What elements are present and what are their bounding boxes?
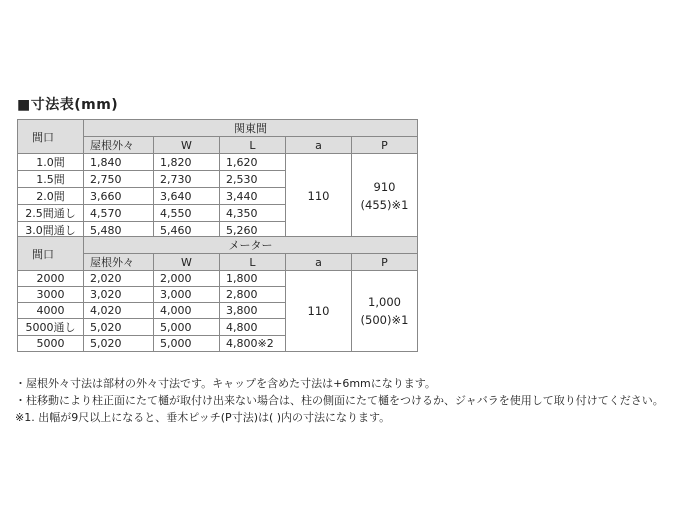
notes-block	[15, 375, 664, 426]
outer-column-header: 屋根外々	[84, 137, 154, 154]
l-column-header: L	[220, 254, 286, 271]
outer-cell: 1,840	[84, 154, 154, 171]
span-column-header: 間口	[18, 237, 84, 271]
meter-dimension-table	[17, 236, 418, 352]
table-header-row	[18, 237, 418, 254]
a-column-header: a	[286, 254, 352, 271]
l-cell: 5,260	[220, 222, 286, 239]
w-cell: 5,000	[154, 336, 220, 352]
span-cell: 3.0間通し	[18, 222, 84, 239]
outer-cell: 5,020	[84, 319, 154, 336]
span-cell: 3000	[18, 287, 84, 303]
l-cell: 4,350	[220, 205, 286, 222]
table-row	[18, 271, 418, 287]
w-column-header: W	[154, 137, 220, 154]
l-column-header: L	[220, 137, 286, 154]
p-value: 910	[373, 180, 396, 194]
section-header: 関東間	[84, 120, 418, 137]
l-cell: 2,530	[220, 171, 286, 188]
table-row	[18, 154, 418, 171]
w-cell: 1,820	[154, 154, 220, 171]
w-column-header: W	[154, 254, 220, 271]
p-merged-cell	[352, 154, 418, 239]
p-merged-cell	[352, 271, 418, 352]
a-column-header: a	[286, 137, 352, 154]
outer-cell: 2,020	[84, 271, 154, 287]
outer-column-header: 屋根外々	[84, 254, 154, 271]
span-cell: 4000	[18, 303, 84, 319]
l-cell: 3,800	[220, 303, 286, 319]
note-outer-dimension: ・屋根外々寸法は部材の外々寸法です。キャップを含めた寸法は+6mmになります。	[15, 377, 436, 390]
section-header: メーター	[84, 237, 418, 254]
span-cell: 1.5間	[18, 171, 84, 188]
a-value: 110	[307, 189, 330, 203]
w-cell: 3,640	[154, 188, 220, 205]
w-cell: 4,000	[154, 303, 220, 319]
w-cell: 2,000	[154, 271, 220, 287]
span-column-header: 間口	[18, 120, 84, 154]
span-cell: 2.0間	[18, 188, 84, 205]
p-note: (455)※1	[360, 198, 409, 212]
span-cell: 1.0間	[18, 154, 84, 171]
note-gutter-mounting: ・柱移動により柱正面にたて樋が取付け出来ない場合は、柱の側面にたて樋をつけるか、ジャバラを使用して取り付けてください。	[15, 394, 664, 407]
p-note: (500)※1	[360, 313, 409, 327]
w-cell: 5,000	[154, 319, 220, 336]
table-title: ■寸法表(mm)	[17, 97, 119, 113]
span-cell: 2.5間通し	[18, 205, 84, 222]
l-cell: 4,800	[220, 319, 286, 336]
p-column-header: P	[352, 137, 418, 154]
outer-cell: 4,020	[84, 303, 154, 319]
a-merged-cell	[286, 154, 352, 239]
outer-cell: 5,020	[84, 336, 154, 352]
a-merged-cell	[286, 271, 352, 352]
outer-cell: 4,570	[84, 205, 154, 222]
span-cell: 2000	[18, 271, 84, 287]
span-cell: 5000通し	[18, 319, 84, 336]
a-value: 110	[307, 304, 330, 318]
l-cell: 1,620	[220, 154, 286, 171]
p-column-header: P	[352, 254, 418, 271]
w-cell: 2,730	[154, 171, 220, 188]
l-cell: 2,800	[220, 287, 286, 303]
w-cell: 3,000	[154, 287, 220, 303]
l-cell: 3,440	[220, 188, 286, 205]
outer-cell: 5,480	[84, 222, 154, 239]
l-cell: 1,800	[220, 271, 286, 287]
kanto-dimension-table	[17, 119, 418, 239]
note-rafter-pitch: ※1. 出幅が9尺以上になると、垂木ピッチ(P寸法)は( )内の寸法になります。	[15, 411, 391, 424]
outer-cell: 3,020	[84, 287, 154, 303]
w-cell: 4,550	[154, 205, 220, 222]
p-value: 1,000	[368, 295, 401, 309]
table-header-row	[18, 120, 418, 137]
outer-cell: 3,660	[84, 188, 154, 205]
w-cell: 5,460	[154, 222, 220, 239]
l-cell: 4,800※2	[220, 336, 286, 352]
outer-cell: 2,750	[84, 171, 154, 188]
span-cell: 5000	[18, 336, 84, 352]
